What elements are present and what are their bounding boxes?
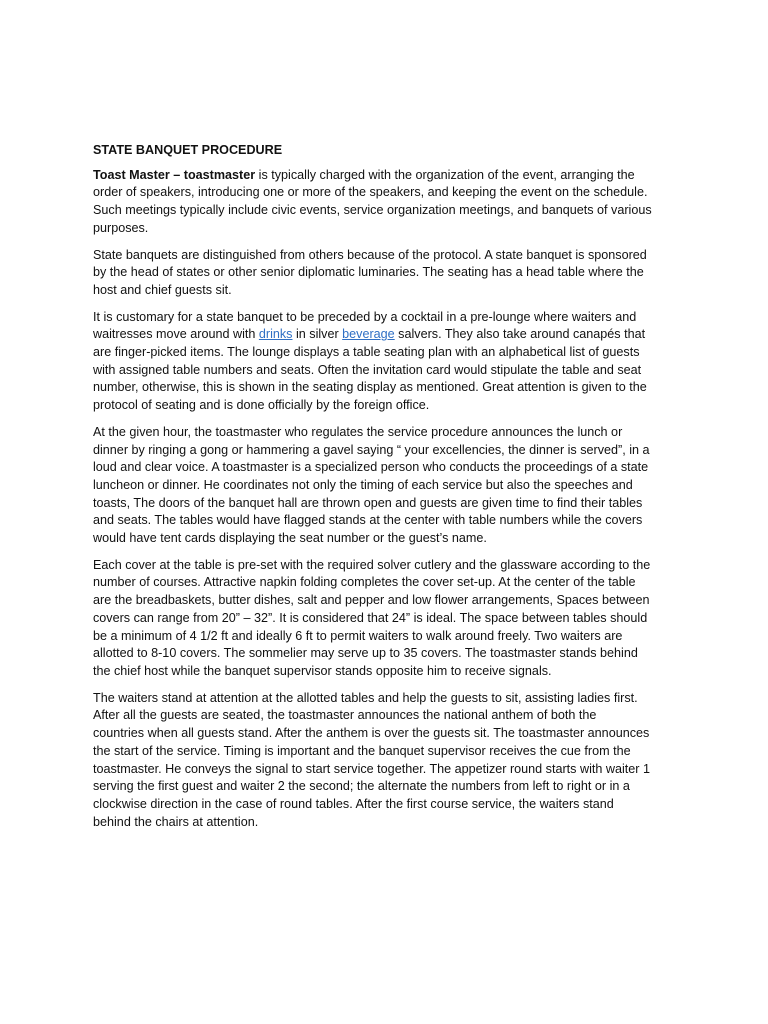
paragraph-line: protocol of seating and is done officially by the foreign office. — [93, 398, 430, 413]
line-text: is typically charged with the organization of the event, arranging the — [255, 167, 635, 182]
paragraph-line: countries when all guests stand. After the anthem is over the guests sit. The toastmaster announces — [93, 726, 650, 741]
paragraph-line: order of speakers, introducing one or more of the speakers, and keeping the event on the schedule. — [93, 185, 648, 200]
drinks-link[interactable]: drinks — [258, 327, 293, 342]
paragraph-line: loud and clear voice. A toastmaster is a specialized person who conducts the proceedings of a state — [93, 460, 649, 475]
paragraph-line: behind the chairs at attention. — [93, 814, 259, 829]
paragraph-line: covers can range from 20” – 32”. It is considered that 24” is ideal. The space between tables should — [93, 610, 648, 625]
paragraph-line: State banquets are distinguished from others because of the protocol. A state banquet is sponsored — [93, 247, 647, 262]
paragraph-cocktail — [93, 309, 678, 415]
document-title: STATE BANQUET PROCEDURE — [93, 143, 283, 157]
paragraph-line: number, otherwise, this is shown in the seating display as mentioned. Great attention is given to the — [93, 380, 647, 395]
paragraph-line: are the breadbaskets, butter dishes, salt and pepper and low flower arrangements, Spaces between — [93, 593, 650, 608]
paragraph-line: purposes. — [93, 220, 149, 235]
paragraph-line: and seats. The tables would have flagged stands at the center with table numbers while the covers — [93, 513, 643, 528]
paragraph-line: It is customary for a state banquet to be preceded by a cocktail in a pre-lounge where waiters and — [93, 309, 637, 324]
paragraph-line: host and chief guests sit. — [93, 282, 232, 297]
paragraph-line: toastmaster. He conveys the signal to start service together. The appetizer round starts with waiter 1 — [93, 761, 650, 776]
line-text: waitresses move around with — [93, 327, 259, 342]
paragraph-line — [93, 326, 678, 344]
paragraph-line: by the head of states or other senior diplomatic luminaries. The seating has a head table where the — [93, 265, 644, 280]
term-bold: Toast Master – toastmaster — [93, 167, 256, 182]
paragraph-service — [93, 690, 678, 832]
beverage-link[interactable]: beverage — [342, 327, 395, 342]
paragraph-line: with assigned table numbers and seats. Often the invitation card would stipulate the table and seat — [93, 362, 642, 377]
paragraph-line: luncheon or dinner. He coordinates not only the timing of each service but also the speeches and — [93, 477, 633, 492]
paragraph-line: would have tent cards displaying the seat number or the guest’s name. — [93, 531, 487, 546]
paragraph-cover-setup — [93, 557, 678, 681]
paragraph-line: are finger-picked items. The lounge displays a table seating plan with an alphabetical list of guests — [93, 345, 640, 360]
paragraph-line: allotted to 8-10 covers. The sommelier may serve up to 35 covers. The toastmaster stands behind — [93, 646, 638, 661]
paragraph-line: toasts, The doors of the banquet hall are thrown open and guests are given time to find their tables — [93, 495, 643, 510]
paragraph-line: The waiters stand at attention at the allotted tables and help the guests to sit, assisting ladies first. — [93, 690, 638, 705]
paragraph-line: number of courses. Attractive napkin folding completes the cover set-up. At the center of the table — [93, 575, 636, 590]
paragraph-toastmaster-announcement — [93, 424, 678, 548]
paragraph-line: serving the first guest and waiter 2 the second; the alternate the numbers from left to right or in a — [93, 779, 630, 794]
paragraph-line: the chief host while the banquet supervisor stands opposite him to receive signals. — [93, 663, 552, 678]
paragraph-toastmaster — [93, 167, 678, 238]
paragraph-line: At the given hour, the toastmaster who regulates the service procedure announces the lunch or — [93, 424, 623, 439]
line-text: in silver — [292, 327, 343, 342]
paragraph-line: Each cover at the table is pre-set with the required solver cutlery and the glassware according to the — [93, 557, 651, 572]
paragraph-line: be a minimum of 4 1/2 ft and ideally 6 ft to permit waiters to walk around freely. Two waiters are — [93, 628, 623, 643]
line-text: salvers. They also take around canapés that — [394, 327, 646, 342]
paragraph-line: dinner by ringing a gong or hammering a gavel saying “ your excellencies, the dinner is served”, in a — [93, 442, 650, 457]
paragraph-state-banquets — [93, 247, 678, 300]
paragraph-line: the start of the service. Timing is important and the banquet supervisor receives the cue from the — [93, 743, 631, 758]
paragraph-line: Such meetings typically include civic events, service organization meetings, and banquets of various — [93, 203, 652, 218]
paragraph-line — [93, 167, 678, 185]
paragraph-line: After all the guests are seated, the toastmaster announces the national anthem of both the — [93, 708, 597, 723]
paragraph-line: clockwise direction in the case of round tables. After the first course service, the waiters stand — [93, 796, 614, 811]
